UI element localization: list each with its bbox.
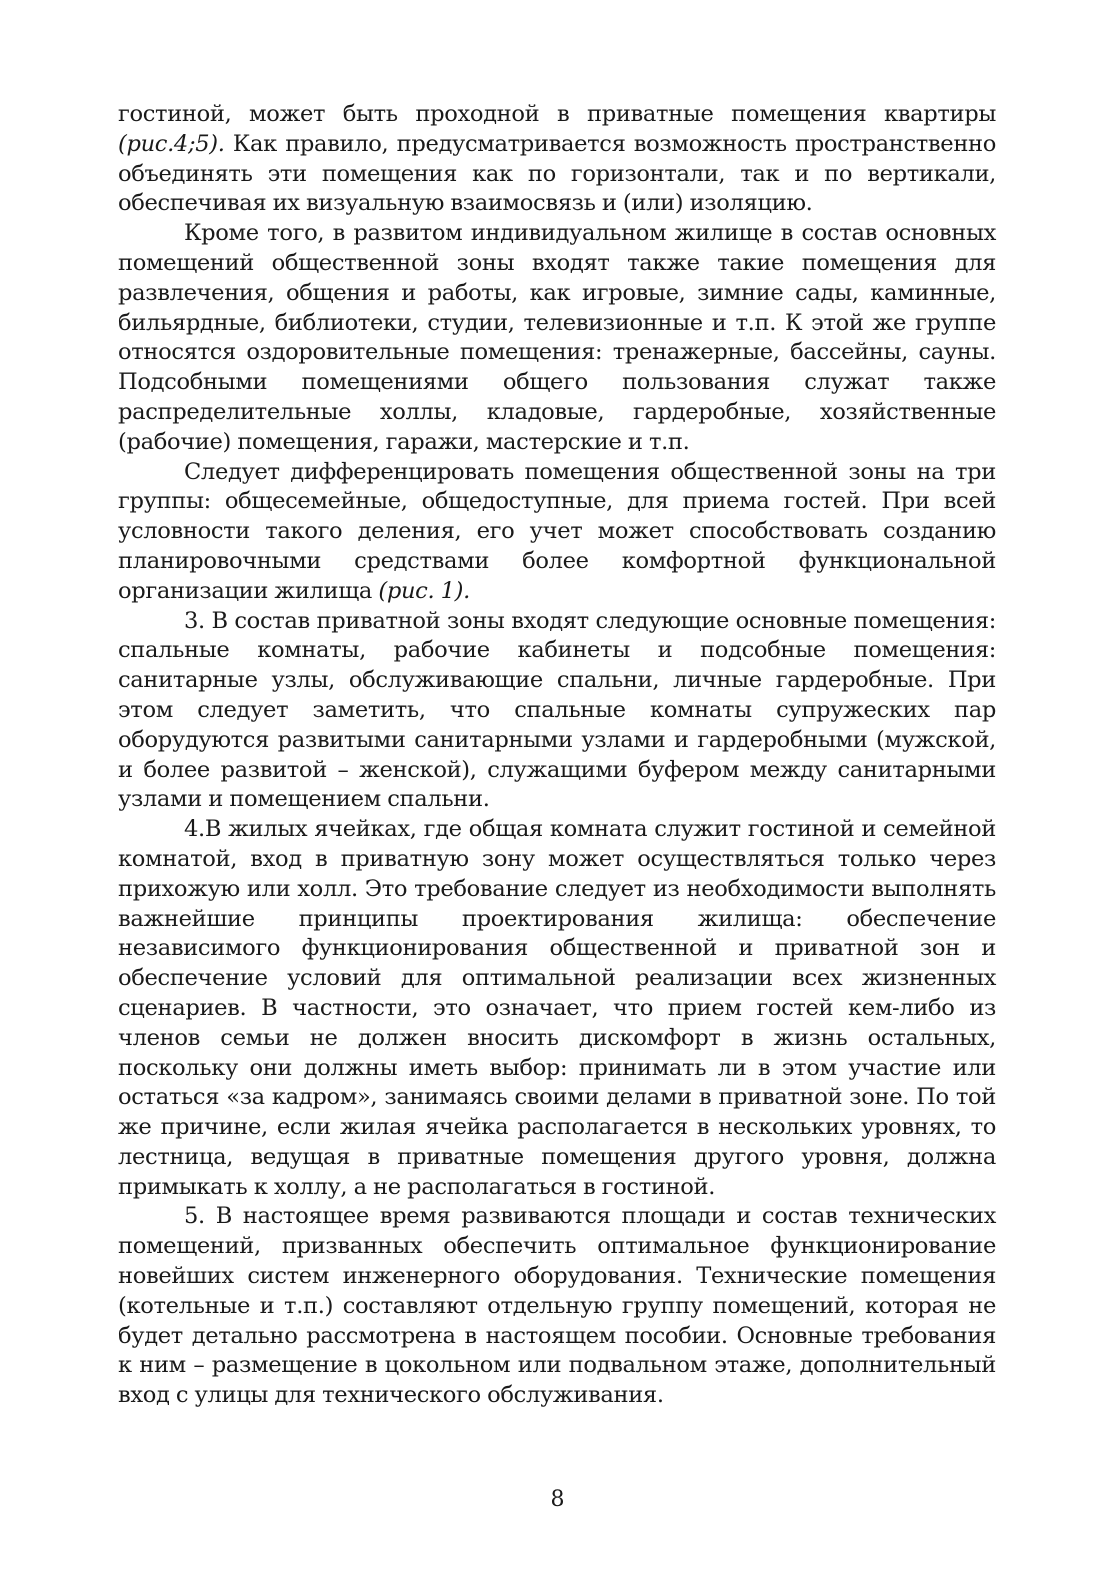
body-text xyxy=(118,100,996,1411)
paragraph-text: гостиной, может быть проходной в приватные помещения квартиры xyxy=(118,101,996,127)
page-number: 8 xyxy=(550,1487,565,1512)
paragraph-5 xyxy=(118,815,996,1202)
figure-reference: (рис.4;5). xyxy=(118,130,225,157)
paragraph-1-continuation xyxy=(118,100,996,219)
paragraph-text: 4.В жилых ячейках, где общая комната служит гостиной и семейной комнатой, вход в приватную зону может осуществляться только через прихожую или холл. Это требование следует из необходимости выполнять важнейшие принципы проектирования жилища: обеспечение независимого функционирования общественной и приватной зон и обеспечение условий для оптимальной реализации всех жизненных сценариев. В частности, это означает, что прием гостей кем-либо из членов семьи не должен вносить дискомфорт в жизнь остальных, поскольку они должны иметь выбор: принимать ли в этом участие или остаться «за кадром», занимаясь своими делами в приватной зоне. По той же причине, если жилая ячейка располагается в нескольких уровнях, то лестница, ведущая в приватные помещения другого уровня, должна примыкать к холлу, а не располагаться в гостиной. xyxy=(118,816,996,1200)
paragraph-text: Кроме того, в развитом индивидуальном жилище в состав основных помещений общественной зоны входят также такие помещения для развлечения, общения и работы, как игровые, зимние сады, каминные, бильярдные, библиотеки, студии, телевизионные и т.п. К этой же группе относятся оздоровительные помещения: тренажерные, бассейны, сауны. Подсобными помещениями общего пользования служат также распределительные холлы, кладовые, гардеробные, хозяйственные (рабочие) помещения, гаражи, мастерские и т.п. xyxy=(118,220,996,455)
paragraph-4 xyxy=(118,607,996,816)
paragraph-2 xyxy=(118,219,996,457)
paragraph-text: 5. В настоящее время развиваются площади и состав технических помещений, призванных обеспечить оптимальное функционирование новейших систем инженерного оборудования. Технические помещения (котельные и т.п.) составляют отдельную группу помещений, которая не будет детально рассмотрена в настоящем пособии. Основные требования к ним – размещение в цокольном или подвальном этаже, дополнительный вход с улицы для технического обслуживания. xyxy=(118,1203,996,1409)
paragraph-6 xyxy=(118,1202,996,1411)
paragraph-text: Следует дифференцировать помещения общественной зоны на три группы: общесемейные, общедоступные, для приема гостей. При всей условности такого деления, его учет может способствовать созданию планировочными средствами более комфортной функциональной организации жилища xyxy=(118,458,996,604)
paragraph-3 xyxy=(118,458,996,607)
paragraph-text: Как правило, предусматривается возможность пространственно объединять эти помещения как по горизонтали, так и по вертикали, обеспечивая их визуальную взаимосвязь и (или) изоляцию. xyxy=(118,130,996,217)
paragraph-text: 3. В состав приватной зоны входят следующие основные помещения: спальные комнаты, рабочие кабинеты и подсобные помещения: санитарные узлы, обслуживающие спальни, личные гардеробные. При этом следует заметить, что спальные комнаты супружеских пар оборудуются развитыми санитарными узлами и гардеробными (мужской, и более развитой – женской), служащими буфером между санитарными узлами и помещением спальни. xyxy=(118,607,996,813)
figure-reference: (рис. 1). xyxy=(378,577,470,604)
